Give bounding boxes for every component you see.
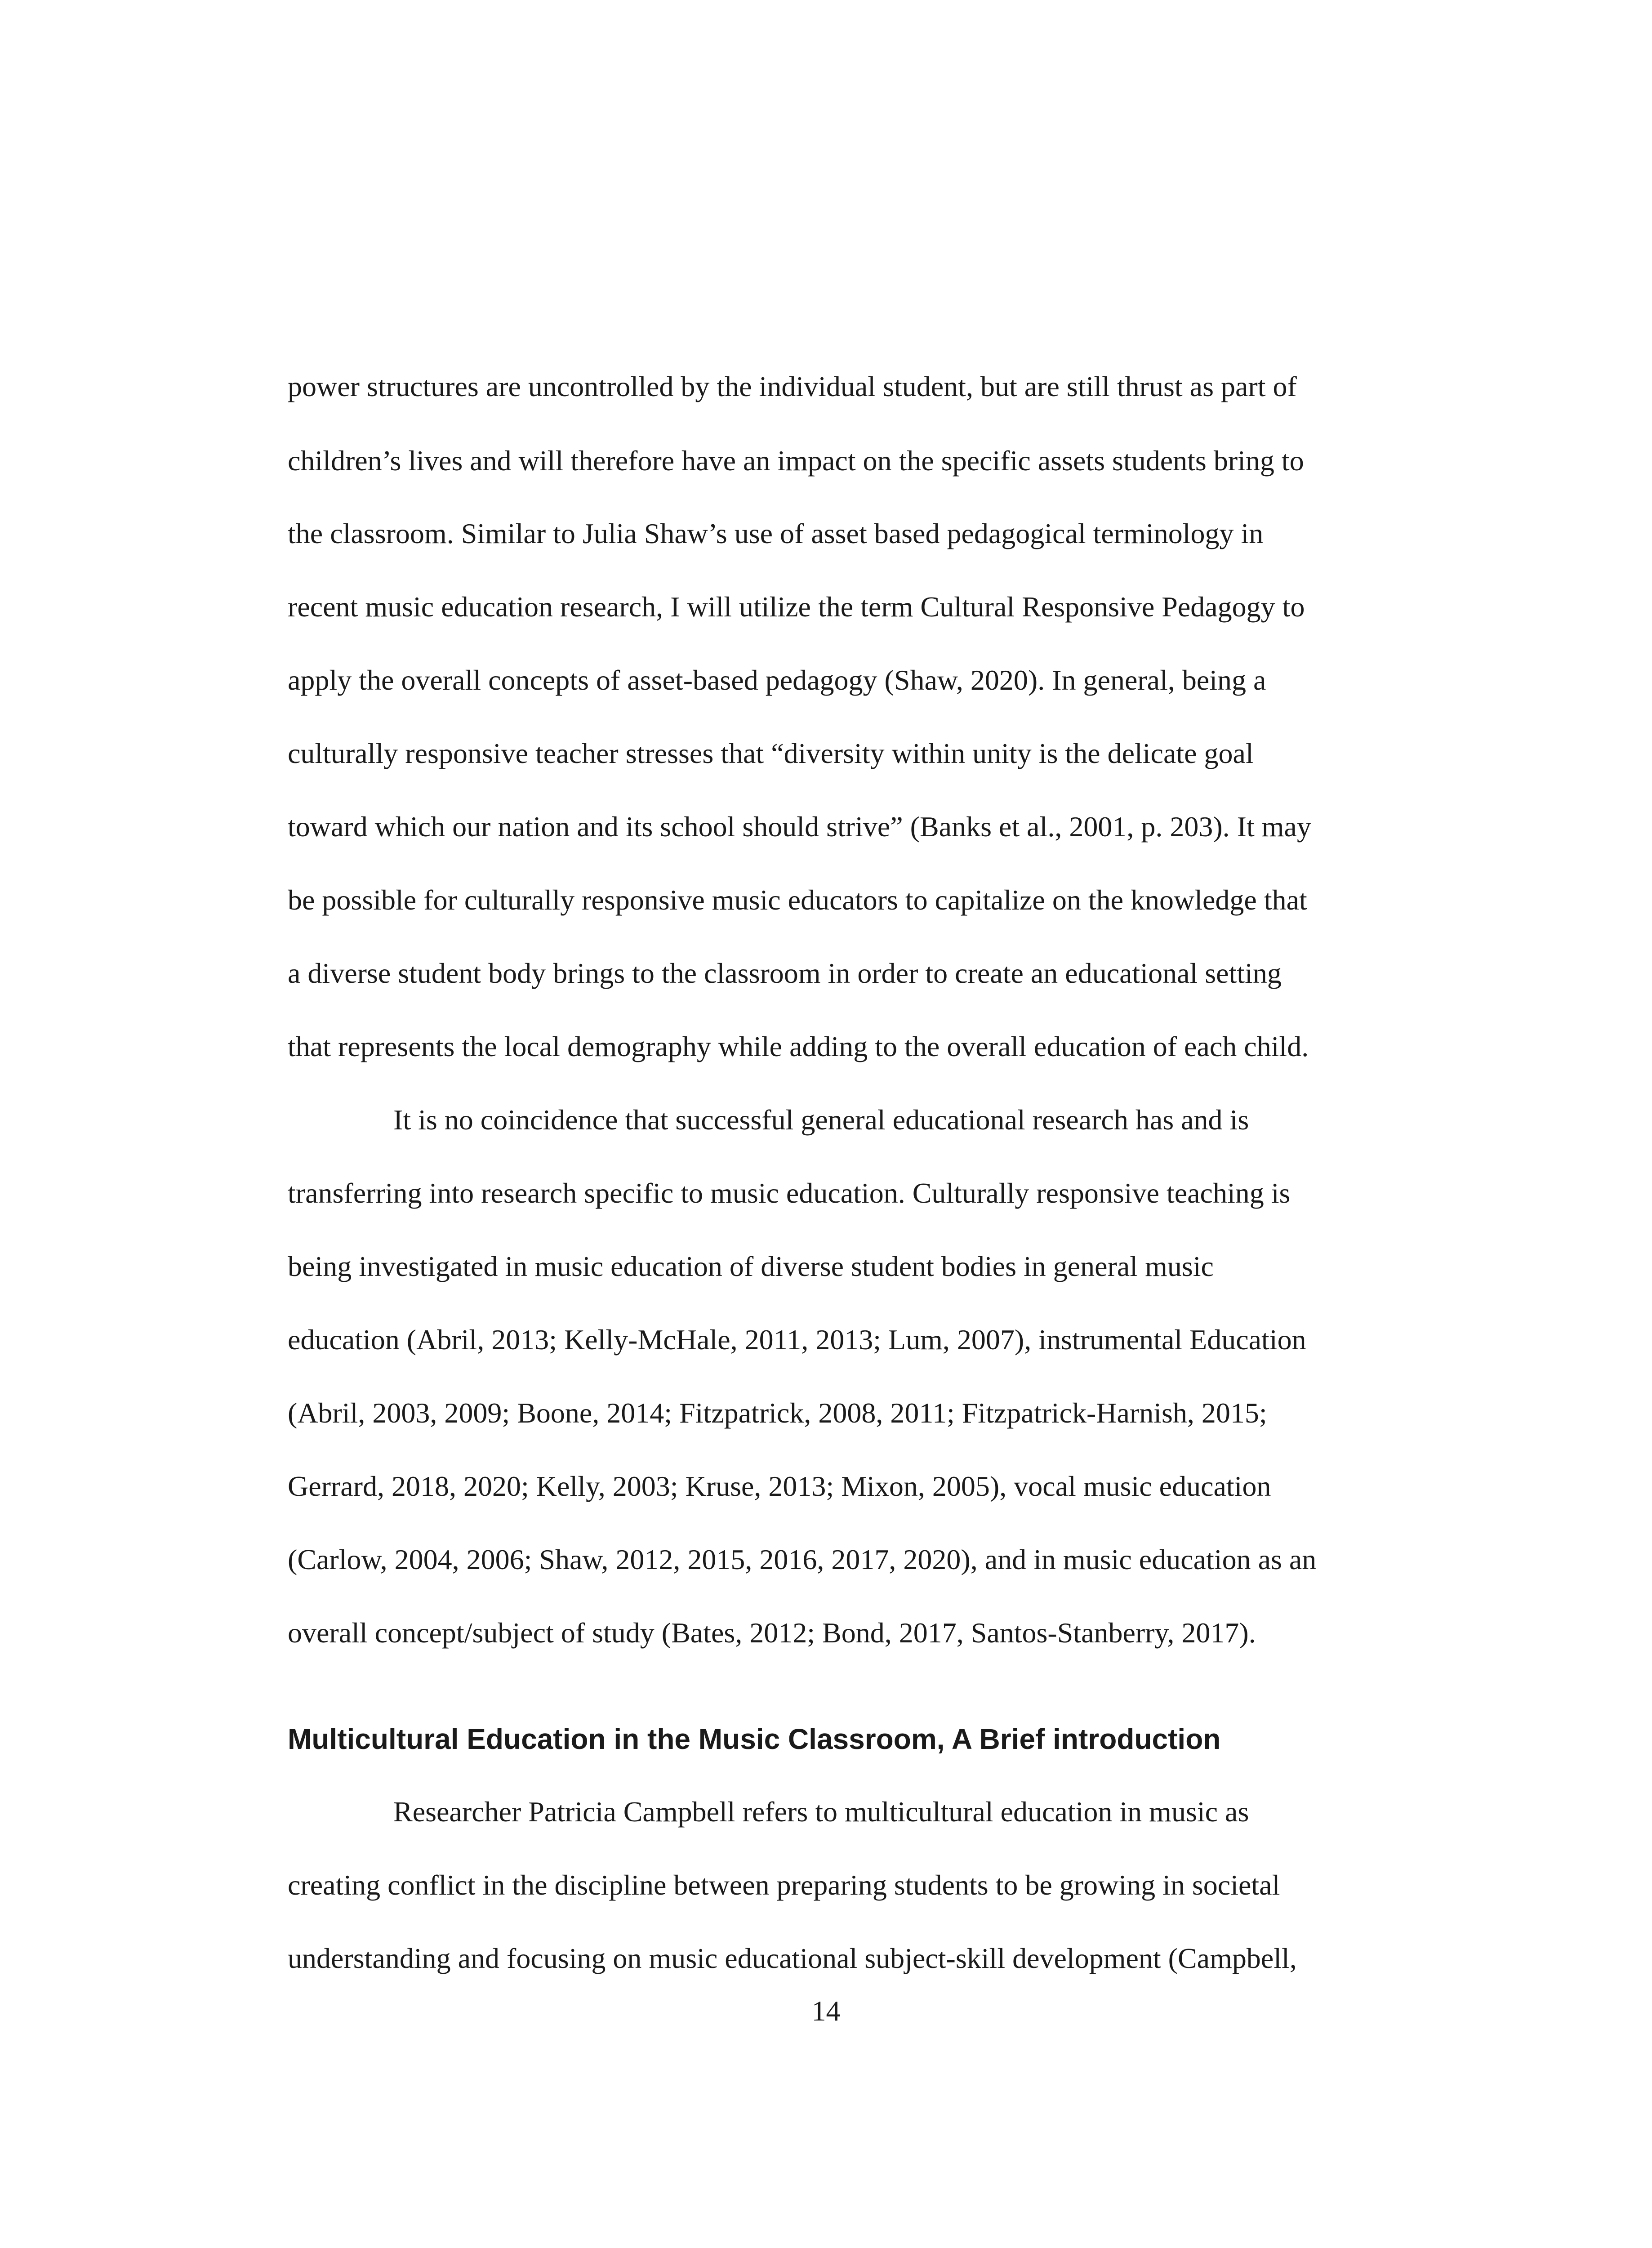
text-line: power structures are uncontrolled by the individual student, but are still thrust as part of <box>288 370 1297 402</box>
text-line: recent music education research, I will utilize the term Cultural Responsive Pedagogy to <box>288 591 1305 623</box>
text-line: It is no coincidence that successful general educational research has and is <box>393 1104 1249 1136</box>
text-line: being investigated in music education of diverse student bodies in general music <box>288 1250 1214 1282</box>
text-line: that represents the local demography while adding to the overall education of each child. <box>288 1030 1309 1062</box>
text-line: toward which our nation and its school should strive” (Banks et al., 2001, p. 203). It may <box>288 811 1311 843</box>
text-line: children’s lives and will therefore have an impact on the specific assets students bring to <box>288 445 1304 477</box>
text-line: Gerrard, 2018, 2020; Kelly, 2003; Kruse, 2013; Mixon, 2005), vocal music education <box>288 1470 1271 1502</box>
text-line: education (Abril, 2013; Kelly-McHale, 2011, 2013; Lum, 2007), instrumental Education <box>288 1324 1306 1356</box>
text-line: a diverse student body brings to the classroom in order to create an educational setting <box>288 957 1282 989</box>
text-line: apply the overall concepts of asset-based pedagogy (Shaw, 2020). In general, being a <box>288 664 1266 696</box>
text-line: understanding and focusing on music educational subject-skill development (Campbell, <box>288 1942 1297 1974</box>
text-line: transferring into research specific to music education. Culturally responsive teaching is <box>288 1177 1291 1209</box>
text-line: Researcher Patricia Campbell refers to multicultural education in music as <box>393 1796 1249 1828</box>
text-line: overall concept/subject of study (Bates, 2012; Bond, 2017, Santos-Stanberry, 2017). <box>288 1617 1256 1649</box>
section-heading: Multicultural Education in the Music Classroom, A Brief introduction <box>288 1723 1221 1755</box>
text-line: the classroom. Similar to Julia Shaw’s use of asset based pedagogical terminology in <box>288 517 1264 549</box>
text-line: (Carlow, 2004, 2006; Shaw, 2012, 2015, 2016, 2017, 2020), and in music education as an <box>288 1543 1317 1575</box>
text-line: be possible for culturally responsive music educators to capitalize on the knowledge that <box>288 884 1307 916</box>
page-number: 14 <box>811 1995 841 2027</box>
text-line: creating conflict in the discipline between preparing students to be growing in societal <box>288 1869 1280 1901</box>
text-line: culturally responsive teacher stresses that “diversity within unity is the delicate goal <box>288 737 1254 769</box>
text-line: (Abril, 2003, 2009; Boone, 2014; Fitzpatrick, 2008, 2011; Fitzpatrick-Harnish, 2015; <box>288 1397 1267 1429</box>
